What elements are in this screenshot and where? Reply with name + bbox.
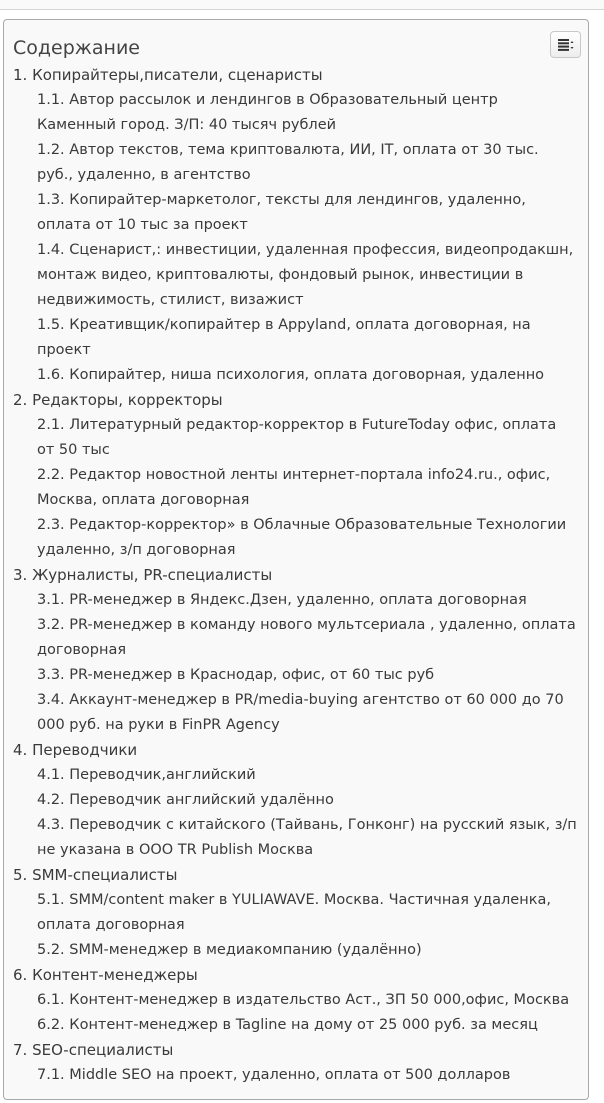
toc-section-link[interactable]: 5. SMM-специалисты: [13, 866, 178, 884]
toc-section: [13, 63, 578, 388]
toc-subsection-link[interactable]: 4.1. Переводчик,английский: [37, 767, 256, 783]
toc-subsection: [13, 1013, 578, 1038]
toc-subsection: [13, 138, 578, 188]
toc-subsection-link[interactable]: 1.2. Автор текстов, тема криптовалюта, ИИ, IT, оплата от 30 тыс. руб., удаленно, в агентство: [37, 142, 539, 183]
toc-subsection: [13, 513, 578, 563]
toc-subsection: [13, 813, 578, 863]
toc-subsection-link[interactable]: 3.1. PR-менеджер в Яндекс.Дзен, удаленно, оплата договорная: [37, 592, 527, 608]
toc-subsection-link[interactable]: 4.2. Переводчик английский удалённо: [37, 792, 334, 808]
toc-subsection: [13, 888, 578, 938]
toc-subsection-list: [13, 588, 578, 738]
toc-subsection-link[interactable]: 1.4. Сценарист,: инвестиции, удаленная профессия, видеопродакшн, монтаж видео, криптовалюты, фондовый рынок, инвестиции в недвижимость, стилист, визажист: [37, 242, 574, 308]
toc-section-link[interactable]: 2. Редакторы, корректоры: [13, 391, 223, 409]
toc-list: [13, 63, 578, 1088]
toc-subsection: [13, 663, 578, 688]
toc-subsection-list: [13, 413, 578, 563]
toc-section-link[interactable]: 3. Журналисты, PR-специалисты: [13, 566, 273, 584]
toc-subsection-link[interactable]: 4.3. Переводчик с китайского (Тайвань, Гонконг) на русский язык, з/п не указана в ООО TR Publish Москва: [37, 817, 577, 858]
toc-subsection-link[interactable]: 1.5. Креативщик/копирайтер в Appyland, оплата договорная, на проект: [37, 317, 531, 358]
toc-subsection: [13, 88, 578, 138]
toc-toggle-button[interactable]: [550, 31, 581, 58]
toc-subsection: [13, 463, 578, 513]
list-toggle-icon: [558, 39, 574, 51]
toc-subsection-link[interactable]: 5.2. SMM-менеджер в медиакомпанию (удалённо): [37, 942, 422, 958]
toc-section-link[interactable]: 4. Переводчики: [13, 741, 138, 759]
toc-section: [13, 963, 578, 1038]
toc-subsection-link[interactable]: 3.3. PR-менеджер в Краснодар, офис, от 60 тыс руб: [37, 667, 435, 683]
toc-subsection-list: [13, 1063, 578, 1088]
toc-subsection-link[interactable]: 7.1. Middle SEO на проект, удаленно, оплата от 500 долларов: [37, 1067, 511, 1083]
toc-subsection-link[interactable]: 3.2. PR-менеджер в команду нового мультсериала , удаленно, оплата договорная: [37, 617, 576, 658]
toc-subsection: [13, 188, 578, 238]
toc-subsection: [13, 588, 578, 613]
toc-subsection-list: [13, 888, 578, 963]
toc-section: [13, 1038, 578, 1088]
toc-subsection: [13, 688, 578, 738]
toc-section-link[interactable]: 1. Копирайтеры,писатели, сценаристы: [13, 66, 323, 84]
toc-subsection: [13, 938, 578, 963]
toc-subsection-link[interactable]: 3.4. Аккаунт-менеджер в PR/media-buying агентство от 60 000 до 70 000 руб. на руки в FinPR Agency: [37, 692, 564, 733]
toc-subsection-link[interactable]: 1.3. Копирайтер-маркетолог, тексты для лендингов, удаленно, оплата от 10 тыс за проект: [37, 192, 526, 233]
toc-subsection-link[interactable]: 1.1. Автор рассылок и лендингов в Образовательный центр Каменный город. З/П: 40 тысяч рублей: [37, 92, 498, 133]
toc-subsection-link[interactable]: 2.1. Литературный редактор-корректор в FutureToday офис, оплата от 50 тыс: [37, 417, 557, 458]
toc-subsection-list: [13, 88, 578, 388]
toc-subsection-link[interactable]: 2.3. Редактор-корректор» в Облачные Образовательные Технологии удаленно, з/п договорная: [37, 517, 567, 558]
toc-subsection-list: [13, 763, 578, 863]
toc-section: [13, 388, 578, 563]
toc-subsection: [13, 788, 578, 813]
toc-subsection-list: [13, 988, 578, 1038]
toc-title: Содержание: [13, 37, 140, 59]
toc-subsection: [13, 363, 578, 388]
toc-subsection: [13, 763, 578, 788]
toc-subsection: [13, 988, 578, 1013]
table-of-contents: [3, 19, 589, 1100]
toc-subsection-link[interactable]: 6.1. Контент-менеджер в издательство Аст., ЗП 50 000,офис, Москва: [37, 992, 570, 1008]
toc-subsection: [13, 613, 578, 663]
toc-subsection-link[interactable]: 2.2. Редактор новостной ленты интернет-портала info24.ru., офис, Москва, оплата договорная: [37, 467, 551, 508]
toc-header: [13, 36, 578, 61]
page-top-divider: [0, 0, 604, 10]
toc-section-link[interactable]: 7. SEO-специалисты: [13, 1041, 174, 1059]
toc-section: [13, 863, 578, 963]
toc-subsection: [13, 413, 578, 463]
toc-section: [13, 738, 578, 863]
toc-section: [13, 563, 578, 738]
toc-subsection: [13, 313, 578, 363]
toc-subsection: [13, 238, 578, 313]
toc-subsection-link[interactable]: 6.2. Контент-менеджер в Tagline на дому от 25 000 руб. за месяц: [37, 1017, 538, 1033]
toc-section-link[interactable]: 6. Контент-менеджеры: [13, 966, 198, 984]
toc-subsection-link[interactable]: 1.6. Копирайтер, ниша психология, оплата договорная, удаленно: [37, 367, 545, 383]
toc-subsection-link[interactable]: 5.1. SMM/content maker в YULIAWAVE. Москва. Частичная удаленка, оплата договорная: [37, 892, 551, 933]
toc-subsection: [13, 1063, 578, 1088]
